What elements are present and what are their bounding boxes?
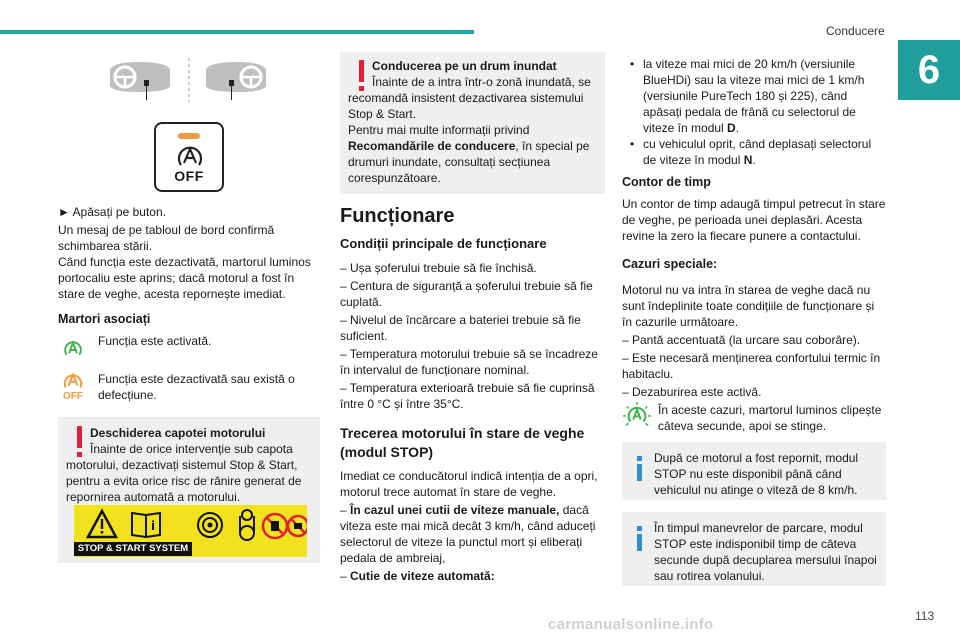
info-box-parking [622,512,886,586]
auto-stop-green-lamp-icon [58,339,88,361]
page-number: 113 [915,609,935,623]
steering-wheel-left-icon [110,62,170,100]
hood-warning-text-rest: motorului, dezactivați sistemul Stop & Start, pentru a evita orice risc de rănire generat de repornirea automată a motorului. [66,458,302,504]
no-tool-prohibition-icon [288,516,307,536]
info-restart-rest: STOP nu este disponibil până când vehiculul nu atinge o viteză de 8 km/h. [654,467,858,497]
warning-exclamation-icon [76,426,82,458]
stop-mode-intro: Imediat ce conducătorul indică intenția de a opri, motorul trece automat în stare de veghe. [340,469,598,499]
column-right [622,56,886,586]
auto-stop-bullet-neutral [622,136,886,168]
info-restart-first: După ce motorul a fost repornit, modul [654,451,859,465]
lamp-active-text: Funcția este activată. [98,334,212,348]
instruction-deactivated-lamp: Când funcția este dezactivată, martorul luminos portocaliu este aprins; dacă motorul a fost în stare de veghe, acesta repornește imediat. [58,255,311,301]
flood-more-prefix: Pentru mai multe informații privind [348,123,530,137]
steering-wheel-illustration [58,52,320,108]
flood-warning-text-first: Înainte de a intra într-o zonă inundată, se [372,75,591,89]
info-icon [636,526,642,551]
automatic-gearbox-label: Cutie de viteze automată: [350,569,495,583]
lamp-flashing-text: În aceste cazuri, martorul luminos clipește câteva secunde, apoi se stinge. [658,403,882,433]
auto-dash: – [340,569,351,583]
button-indicator-led [178,133,200,139]
bullet-neutral-end: . [752,153,756,167]
auto-stop-off-orange-lamp-icon [58,371,88,405]
manual-dash: – [340,503,351,517]
manual-gearbox-text: dacă viteza este mai mică decât 3 km/h, când aduceți selectorul de viteze la punctul mort și eliberați pedala de ambreiaj, [340,503,596,565]
condition-item: – Temperatura exterioară trebuie să fie cuprinsă între 0 °C și între 35°C. [340,381,595,411]
flood-warning-box [340,52,605,194]
steering-wheel-right-icon [206,62,266,100]
stop-mode-heading: Trecerea motorului în stare de veghe (modul STOP) [340,425,585,460]
no-hand-prohibition-icon [263,514,287,538]
condition-item: – Temperatura motorului trebuie să se încadreze în intervalul de funcționare nominal. [340,347,598,377]
special-case-item: – Dezaburirea este activă. [622,385,762,399]
sticker-label: STOP & START SYSTEM [74,542,192,556]
column-middle [340,52,605,586]
engine-belt-icon [240,510,254,540]
automatic-gearbox-paragraph [340,568,605,584]
warning-exclamation-icon [358,60,364,92]
auto-stop-a-icon [175,143,205,171]
condition-item: – Ușa șoferului trebuie să fie închisă. [340,261,537,275]
auto-stop-flashing-lamp-icon [622,402,652,428]
timer-heading: Contor de timp [622,175,711,189]
special-cases-heading: Cazuri speciale: [622,257,718,271]
info-parking-first: În timpul manevrelor de parcare, modul [654,521,863,535]
engine-fan-icon [198,513,222,537]
gear-n-label: N [743,153,753,167]
lamp-flashing-row [622,402,886,434]
lamp-off-row [58,371,320,405]
manual-gearbox-paragraph [340,502,605,566]
hood-warning-text-first: Înainte de orice intervenție sub capota [90,442,293,456]
conditions-heading: Condiții principale de funcționare [340,236,547,251]
flood-more-suffix: , în special pe drumuri inundate, consultați secțiunea corespunzătoare. [348,139,590,185]
stop-start-off-button [154,122,224,192]
flood-warning-title: Conducerea pe un drum inundat [372,59,557,73]
manual-book-icon [132,513,160,537]
condition-item: – Nivelul de încărcare a bateriei trebuie să fie suficient. [340,313,581,343]
top-accent-bar [0,30,474,34]
page-section-title: Conducere [826,24,885,38]
hood-warning-box [58,417,320,563]
timer-text: Un contor de timp adaugă timpul petrecut în stare de veghe, pe perioada unei deplasări. Acesta revine la zero la fiecare punere a contactului. [622,197,886,243]
watermark: carmanualsonline.info [548,616,714,633]
button-off-label: OFF [174,168,204,184]
conditions-list [340,260,605,412]
bullet-speed-end: . [735,121,740,135]
info-box-restart [622,442,886,500]
special-case-item: – Pantă accentuată (la urcare sau coborâre). [622,333,861,347]
bullet-speed-text: la viteze mai mici de 20 km/h (versiunile BlueHDi) sau la viteze mai mici de 1 km/h (versiunile PureTech 180 și 225), când apăsați pedala de frână cu selectorul de viteze în modul [643,57,865,135]
column-left [58,52,320,563]
special-case-item: – Este necesară menținerea confortului termic în habitaclu. [622,351,881,381]
section-title-functionare: Funcționare [340,205,455,227]
driving-recommendations-link[interactable]: Recomandările de conducere [348,139,516,153]
chapter-number-tab: 6 [898,40,960,100]
flood-warning-text-rest: recomandă insistent dezactivarea sistemului Stop & Start. [348,91,584,121]
flood-warning-more-info [348,122,597,186]
instruction-press-button: ► Apăsați pe buton. [58,205,166,219]
condition-item: – Centura de siguranță a șoferului trebuie să fie cuplată. [340,279,593,309]
auto-stop-bullet-speed [622,56,886,136]
svg-text:i: i [151,519,156,533]
manual-gearbox-label: În cazul unei cutii de viteze manuale, [350,503,560,517]
hood-warning-title: Deschiderea capotei motorului [90,426,266,440]
bullet-neutral-text: cu vehiculul oprit, când deplasați selectorul de viteze în modul [643,137,872,167]
sticker-pictograms [74,505,307,545]
info-icon [636,456,642,481]
lamp-active-row [58,333,320,361]
stop-start-system-sticker [74,505,307,557]
info-parking-rest: STOP este indisponibil timp de câteva secunde după decuplarea mersului înapoi sau rotirea volanului. [654,537,877,583]
lamp-off-text: Funcția este dezactivată sau există o defecțiune. [98,372,295,402]
associated-lamps-heading: Martori asociați [58,312,151,326]
orange-lamp-off-label: OFF [63,391,83,402]
instruction-confirm-message: Un mesaj de pe tabloul de bord confirmă schimbarea stării. [58,223,275,253]
special-cases-intro: Motorul nu va intra în starea de veghe dacă nu sunt îndeplinite toate condițiile de funcționare și în cazurile următoare. [622,283,875,329]
warning-triangle-icon [88,511,116,537]
gear-d-label: D [727,121,736,135]
